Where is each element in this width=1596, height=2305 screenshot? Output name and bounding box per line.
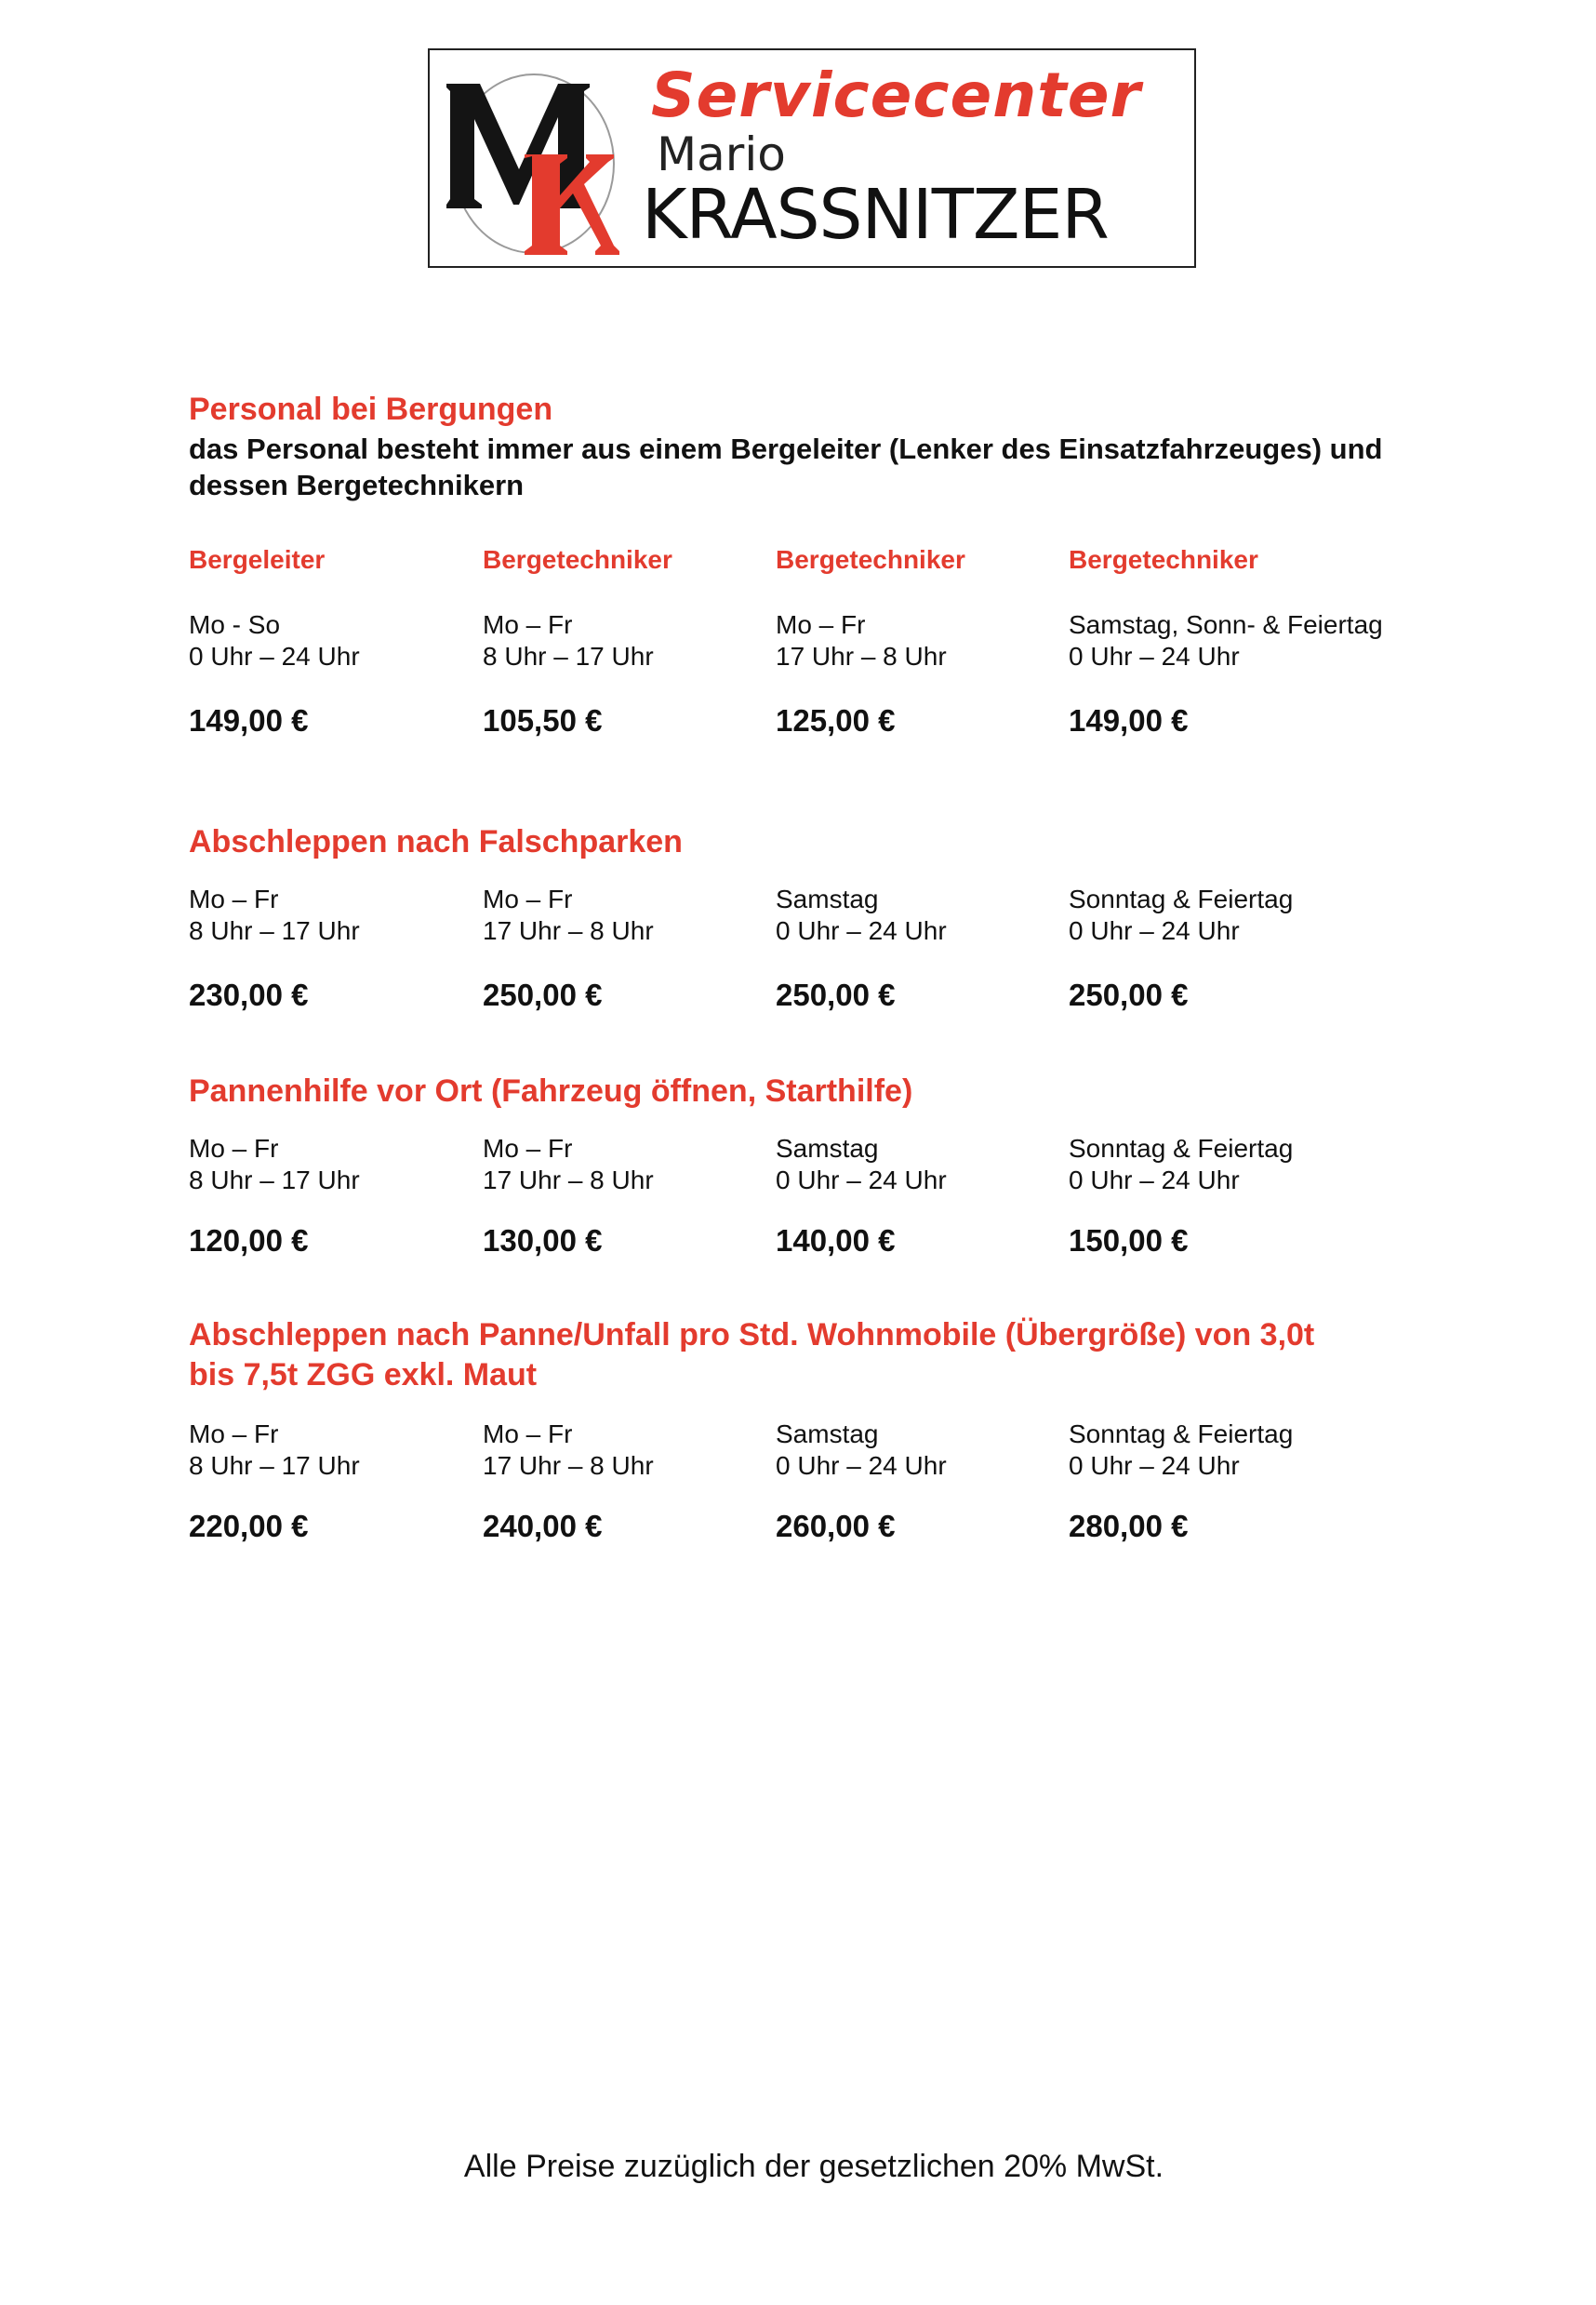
days-label: Mo – Fr bbox=[189, 1419, 279, 1448]
section-title-wohnmobile-line2: bis 7,5t ZGG exkl. Maut bbox=[189, 1357, 538, 1392]
days-label: Sonntag & Feiertag bbox=[1069, 1419, 1294, 1448]
section-intro-bergungen: das Personal besteht immer aus einem Bergeleiter (Lenker des Einsatzfahrzeuges) und dessen Bergetechnikern bbox=[189, 433, 1383, 501]
brand-last-name: KRASSNITZER bbox=[642, 175, 1109, 255]
hours-label: 8 Uhr – 17 Uhr bbox=[189, 916, 360, 945]
days-label: Samstag bbox=[776, 1134, 879, 1163]
column-heading: Bergetechniker bbox=[483, 545, 672, 574]
price-column bbox=[1069, 1133, 1459, 1259]
price-value: 150,00 € bbox=[1069, 1223, 1189, 1258]
hours-label: 0 Uhr – 24 Uhr bbox=[1069, 916, 1240, 945]
price-value: 230,00 € bbox=[189, 978, 309, 1012]
vat-footnote: Alle Preise zuzüglich der gesetzlichen 20% MwSt. bbox=[463, 2149, 1164, 2184]
price-column bbox=[776, 884, 1073, 1014]
price-column bbox=[189, 884, 486, 1014]
company-logo bbox=[428, 48, 1196, 268]
price-column bbox=[1069, 884, 1459, 1014]
hours-label: 17 Uhr – 8 Uhr bbox=[483, 1166, 654, 1194]
section-title-bergungen: Personal bei Bergungen bbox=[189, 392, 553, 427]
section-title-falschparken: Abschleppen nach Falschparken bbox=[189, 824, 683, 859]
price-row-pannenhilfe bbox=[189, 1133, 1435, 1263]
hours-label: 17 Uhr – 8 Uhr bbox=[776, 642, 947, 671]
price-value: 149,00 € bbox=[1069, 703, 1189, 738]
price-column bbox=[776, 544, 1073, 739]
days-label: Sonntag & Feiertag bbox=[1069, 885, 1294, 913]
price-value: 120,00 € bbox=[189, 1223, 309, 1258]
brand-title: Servicecenter bbox=[651, 60, 1142, 131]
hours-label: 17 Uhr – 8 Uhr bbox=[483, 1451, 654, 1480]
hours-label: 8 Uhr – 17 Uhr bbox=[189, 1166, 360, 1194]
column-heading: Bergetechniker bbox=[776, 545, 965, 574]
price-row-bergungen bbox=[189, 544, 1435, 758]
section-title-wohnmobile-line1: Abschleppen nach Panne/Unfall pro Std. Wohnmobile (Übergröße) von 3,0t bbox=[189, 1317, 1315, 1352]
price-column bbox=[1069, 544, 1459, 739]
price-value: 105,50 € bbox=[483, 703, 603, 738]
hours-label: 8 Uhr – 17 Uhr bbox=[483, 642, 654, 671]
price-column bbox=[483, 884, 780, 1014]
price-column bbox=[483, 1419, 780, 1545]
days-label: Mo – Fr bbox=[483, 1419, 573, 1448]
hours-label: 0 Uhr – 24 Uhr bbox=[776, 1166, 947, 1194]
price-row-wohnmobile bbox=[189, 1419, 1435, 1549]
hours-label: 0 Uhr – 24 Uhr bbox=[1069, 1451, 1240, 1480]
price-value: 220,00 € bbox=[189, 1509, 309, 1543]
price-column bbox=[483, 1133, 780, 1259]
price-value: 125,00 € bbox=[776, 703, 896, 738]
days-label: Sonntag & Feiertag bbox=[1069, 1134, 1294, 1163]
days-label: Samstag, Sonn- & Feiertag bbox=[1069, 610, 1383, 639]
hours-label: 0 Uhr – 24 Uhr bbox=[1069, 1166, 1240, 1194]
days-label: Mo – Fr bbox=[776, 610, 866, 639]
hours-label: 0 Uhr – 24 Uhr bbox=[776, 916, 947, 945]
price-value: 250,00 € bbox=[483, 978, 603, 1012]
column-heading: Bergeleiter bbox=[189, 545, 326, 574]
hours-label: 0 Uhr – 24 Uhr bbox=[776, 1451, 947, 1480]
price-value: 250,00 € bbox=[776, 978, 896, 1012]
hours-label: 8 Uhr – 17 Uhr bbox=[189, 1451, 360, 1480]
price-value: 250,00 € bbox=[1069, 978, 1189, 1012]
hours-label: 17 Uhr – 8 Uhr bbox=[483, 916, 654, 945]
days-label: Mo – Fr bbox=[189, 1134, 279, 1163]
price-row-falschparken bbox=[189, 884, 1435, 1014]
price-value: 149,00 € bbox=[189, 703, 309, 738]
price-column bbox=[189, 1133, 486, 1259]
days-label: Mo – Fr bbox=[483, 1134, 573, 1163]
days-label: Mo – Fr bbox=[483, 610, 573, 639]
price-column bbox=[776, 1133, 1073, 1259]
price-column bbox=[189, 544, 486, 739]
price-value: 130,00 € bbox=[483, 1223, 603, 1258]
price-value: 280,00 € bbox=[1069, 1509, 1189, 1543]
column-heading: Bergetechniker bbox=[1069, 545, 1258, 574]
hours-label: 0 Uhr – 24 Uhr bbox=[189, 642, 360, 671]
price-value: 240,00 € bbox=[483, 1509, 603, 1543]
price-value: 260,00 € bbox=[776, 1509, 896, 1543]
price-column bbox=[189, 1419, 486, 1545]
brand-text bbox=[642, 60, 1190, 255]
mk-monogram bbox=[443, 60, 619, 260]
brand-first-name: Mario bbox=[657, 127, 786, 181]
days-label: Mo – Fr bbox=[189, 885, 279, 913]
days-label: Mo – Fr bbox=[483, 885, 573, 913]
days-label: Samstag bbox=[776, 1419, 879, 1448]
hours-label: 0 Uhr – 24 Uhr bbox=[1069, 642, 1240, 671]
days-label: Samstag bbox=[776, 885, 879, 913]
price-column bbox=[776, 1419, 1073, 1545]
price-column bbox=[483, 544, 780, 739]
price-column bbox=[1069, 1419, 1459, 1545]
days-label: Mo - So bbox=[189, 610, 281, 639]
price-value: 140,00 € bbox=[776, 1223, 896, 1258]
section-title-pannenhilfe: Pannenhilfe vor Ort (Fahrzeug öffnen, Starthilfe) bbox=[189, 1073, 913, 1109]
